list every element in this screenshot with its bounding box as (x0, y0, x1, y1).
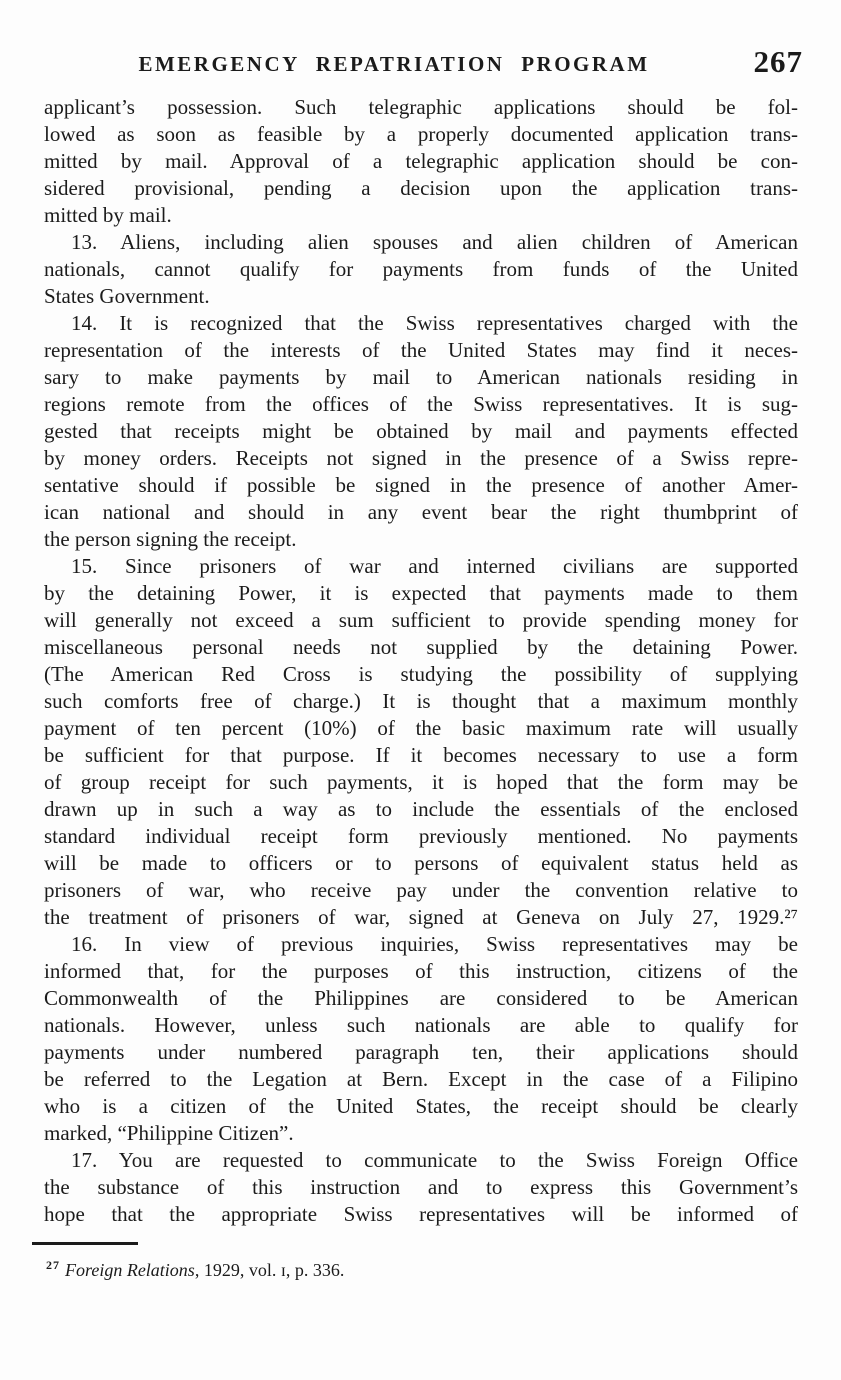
text-line: representation of the interests of the United States may find it neces- (44, 338, 798, 362)
text-line: 17. You are requested to communicate to the Swiss Foreign Office (71, 1148, 798, 1172)
text-line: Commonwealth of the Philippines are considered to be American (44, 986, 798, 1010)
text-line: hope that the appropriate Swiss representatives will be informed of (44, 1202, 798, 1226)
text-line: 13. Aliens, including alien spouses and alien children of American (71, 230, 798, 254)
text-line: by money orders. Receipts not signed in the presence of a Swiss repre- (44, 446, 798, 470)
text-line: marked, “Philippine Citizen”. (44, 1121, 294, 1145)
text-line: applicant’s possession. Such telegraphic applications should be fol- (44, 95, 798, 119)
body-text (44, 94, 798, 1228)
footnote-rule (32, 1242, 138, 1245)
footnote (46, 1253, 786, 1282)
paragraph (44, 553, 798, 931)
footnote-citation: , 1929, vol. ɪ, p. 336. (194, 1260, 345, 1280)
footnote-source: Foreign Relations (65, 1260, 195, 1280)
text-line: the treatment of prisoners of war, signed at Geneva on July 27, 1929.²⁷ (44, 905, 798, 929)
text-line: the person signing the receipt. (44, 527, 297, 551)
text-line: sidered provisional, pending a decision upon the application trans- (44, 176, 798, 200)
text-line: by the detaining Power, it is expected that payments made to them (44, 581, 798, 605)
text-line: nationals. However, unless such nationals are able to qualify for (44, 1013, 798, 1037)
text-line: the substance of this instruction and to express this Government’s (44, 1175, 798, 1199)
text-line: regions remote from the offices of the Swiss representatives. It is sug- (44, 392, 798, 416)
paragraph (44, 229, 798, 310)
text-line: 14. It is recognized that the Swiss representatives charged with the (71, 311, 798, 335)
text-line: will be made to officers or to persons of equivalent status held as (44, 851, 798, 875)
text-line: payment of ten percent (10%) of the basic maximum rate will usually (44, 716, 798, 740)
page-number: 267 (753, 44, 803, 79)
text-line: of group receipt for such payments, it is hoped that the form may be (44, 770, 798, 794)
running-title: EMERGENCY REPATRIATION PROGRAM (138, 52, 650, 76)
text-line: payments under numbered paragraph ten, their applications should (44, 1040, 798, 1064)
text-line: (The American Red Cross is studying the possibility of supplying (44, 662, 798, 686)
text-line: States Government. (44, 284, 210, 308)
text-line: mitted by mail. (44, 203, 172, 227)
footnote-marker: 27 (46, 1258, 60, 1272)
paragraph (44, 310, 798, 553)
text-line: sentative should if possible be signed in the presence of another Amer- (44, 473, 798, 497)
text-line: ican national and should in any event bear the right thumbprint of (44, 500, 798, 524)
paragraph (44, 94, 798, 229)
text-line: miscellaneous personal needs not supplied by the detaining Power. (44, 635, 798, 659)
text-line: mitted by mail. Approval of a telegraphic application should be con- (44, 149, 798, 173)
text-line: gested that receipts might be obtained by mail and payments effected (44, 419, 798, 443)
text-line: informed that, for the purposes of this instruction, citizens of the (44, 959, 798, 983)
text-line: be referred to the Legation at Bern. Except in the case of a Filipino (44, 1067, 798, 1091)
text-line: sary to make payments by mail to American nationals residing in (44, 365, 798, 389)
text-line: standard individual receipt form previously mentioned. No payments (44, 824, 798, 848)
text-line: 16. In view of previous inquiries, Swiss representatives may be (71, 932, 798, 956)
text-line: be sufficient for that purpose. If it becomes necessary to use a form (44, 743, 798, 767)
text-line: such comforts free of charge.) It is thought that a maximum monthly (44, 689, 798, 713)
text-line: who is a citizen of the United States, the receipt should be clearly (44, 1094, 798, 1118)
text-line: will generally not exceed a sum sufficient to provide spending money for (44, 608, 798, 632)
paragraph (44, 931, 798, 1147)
text-line: drawn up in such a way as to include the essentials of the enclosed (44, 797, 798, 821)
text-line: 15. Since prisoners of war and interned civilians are supported (71, 554, 798, 578)
paragraph (44, 1147, 798, 1228)
text-line: lowed as soon as feasible by a properly documented application trans- (44, 122, 798, 146)
text-line: nationals, cannot qualify for payments from funds of the United (44, 257, 798, 281)
text-line: prisoners of war, who receive pay under the convention relative to (44, 878, 798, 902)
